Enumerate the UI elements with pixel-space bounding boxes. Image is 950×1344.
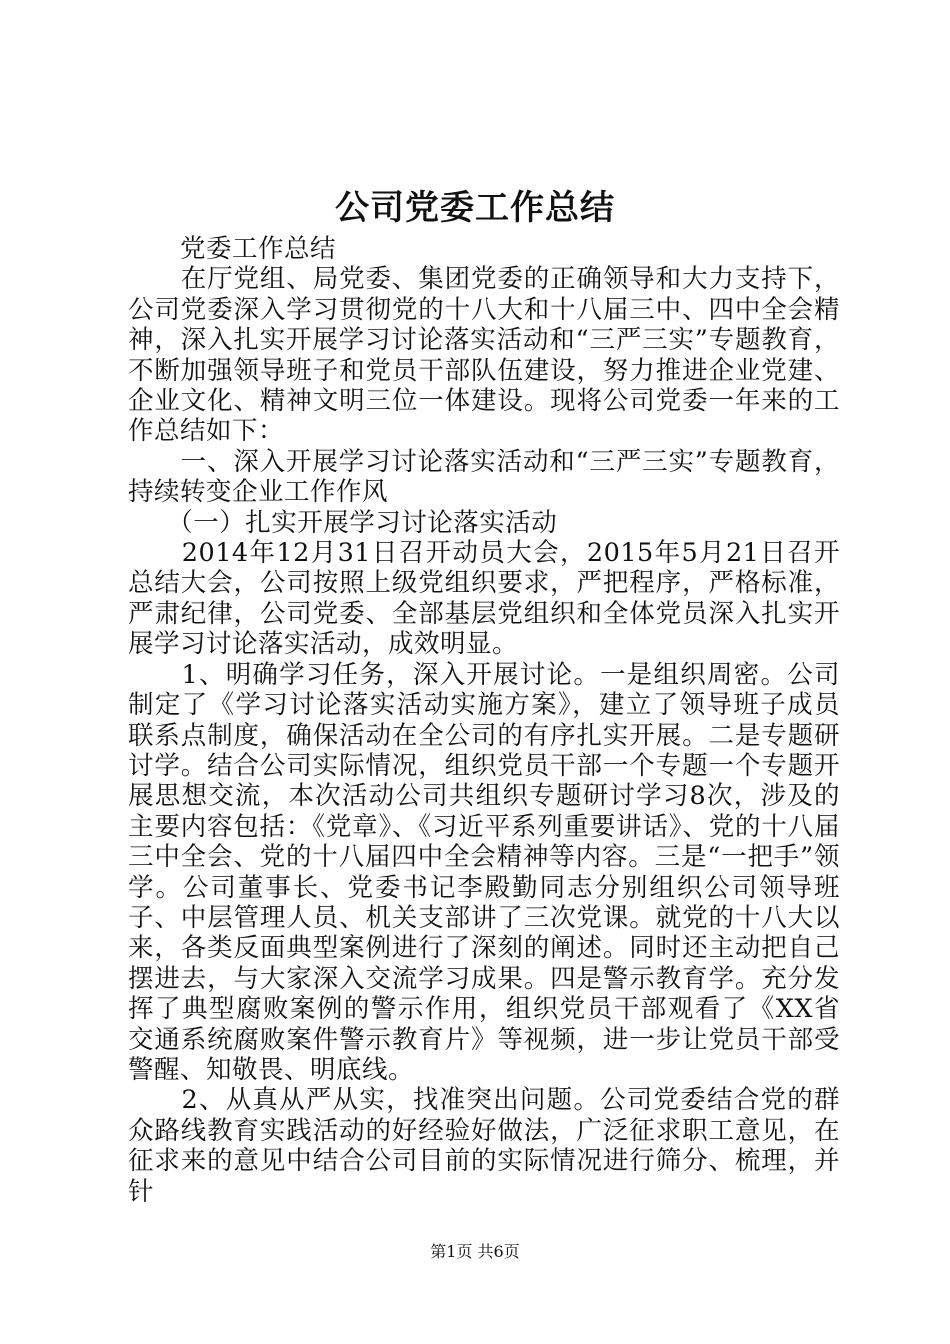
paragraph-meetings: 2014年12月31日召开动员大会，2015年5月21日召开总结大会，公司按照上级党组织要求，严把程序，严格标准，严肃纪律，公司党委、全部基层党组织和全体党员深入扎实开展学习讨论落实活动，成效明显。 — [128, 538, 840, 660]
paragraph-item-1: 1、明确学习任务，深入开展讨论。一是组织周密。公司制定了《学习讨论落实活动实施方案》，建立了领导班子成员联系点制度，确保活动在全公司的有序扎实开展。二是专题研讨学。结合公司实际情况，组织党员干部一个专题一个专题开展思想交流，本次活动公司共组织专题研讨学习8次，涉及的主要内容包括：《党章》、《习近平系列重要讲话》、党的十八届三中全会、党的十八届四中全会精神等内容。三是“一把手”领学。公司董事长、党委书记李殿勤同志分别组织公司领导班子、中层管理人员、机关支部讲了三次党课。就党的十八大以来，各类反面典型案例进行了深刻的阐述。同时还主动把自己摆进去，与大家深入交流学习成果。四是警示教育学。充分发挥了典型腐败案例的警示作用，组织党员干部观看了《XX省交通系统腐败案件警示教育片》等视频，进一步让党员干部受警醒、知敬畏、明底线。 — [128, 659, 840, 1085]
paragraph-heading: 党委工作总结 — [128, 234, 337, 264]
section-heading-1: 一、深入开展学习讨论落实活动和“三严三实”专题教育，持续转变企业工作作风 — [128, 446, 840, 508]
document-body — [128, 234, 840, 1207]
page-number-footer: 第1页 共6页 — [430, 1242, 520, 1261]
paragraph-intro: 在厅党组、局党委、集团党委的正确领导和大力支持下，公司党委深入学习贯彻党的十八大和十八届三中、四中全会精神，深入扎实开展学习讨论落实活动和“三严三实”专题教育，不断加强领导班子和党员干部队伍建设，努力推进企业党建、企业文化、精神文明三位一体建设。现将公司党委一年来的工作总结如下： — [128, 264, 840, 447]
paragraph-item-2: 2、从真从严从实，找准突出问题。公司党委结合党的群众路线教育实践活动的好经验好做法，广泛征求职工意见，在征求来的意见中结合公司目前的实际情况进行筛分、梳理，并针 — [128, 1085, 840, 1207]
subsection-heading-1: （一）扎实开展学习讨论落实活动 — [128, 507, 558, 538]
document-title: 公司党委工作总结 — [335, 188, 615, 228]
